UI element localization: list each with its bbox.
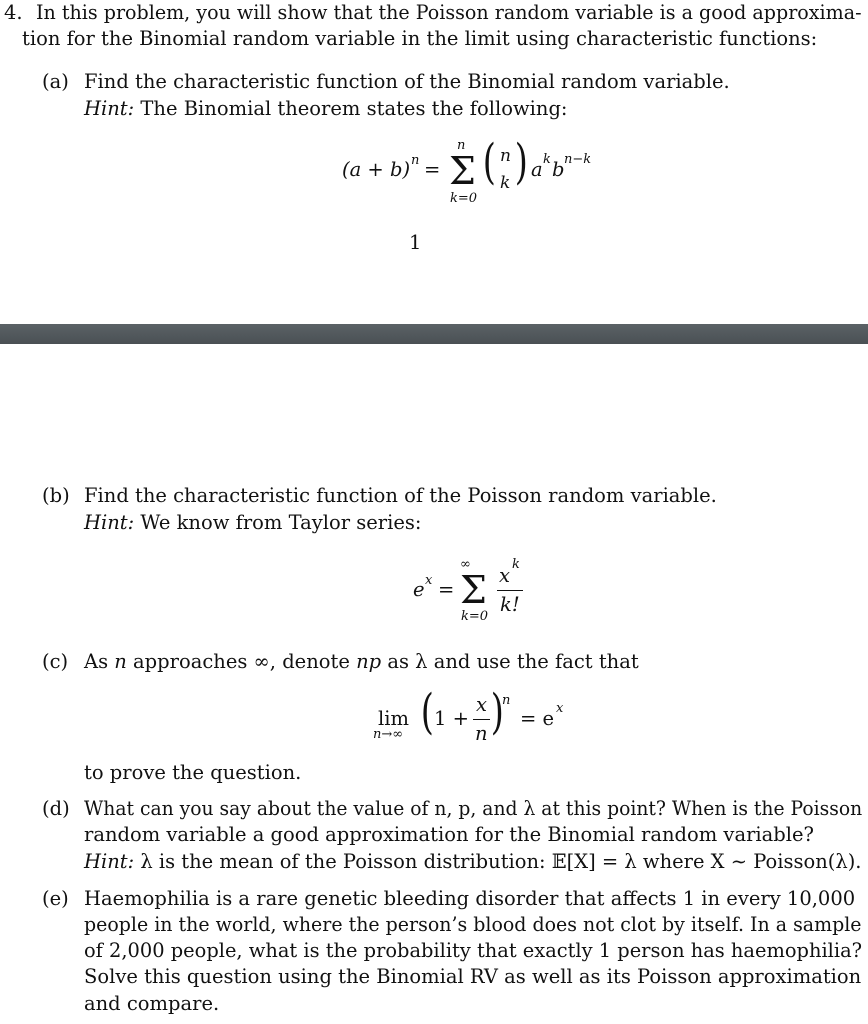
binomial-rhs-exp-nk: n−k: [564, 152, 592, 167]
limit-one-plus: 1 +: [434, 707, 469, 730]
part-c-text-pre: As: [84, 650, 115, 673]
part-d-hint-text: λ is the mean of the Poisson distribution: 𝔼[X] = λ where X ∼ Poisson(λ).: [134, 850, 862, 873]
taylor-denominator: k!: [500, 593, 520, 616]
limit-numerator: x: [476, 693, 487, 716]
taylor-sum-upper: ∞: [460, 557, 471, 572]
problem-intro-line1: In this problem, you will show that the Poisson random variable is a good approxima-: [36, 1, 862, 24]
part-a-text: Find the characteristic function of the Binomial random variable.: [84, 70, 730, 93]
part-c-np: np: [356, 650, 382, 673]
taylor-lhs-exponent: x: [425, 573, 433, 588]
part-c-after: to prove the question.: [84, 761, 302, 784]
binomial-lhs: (a + b): [342, 158, 411, 181]
taylor-numerator-exp: k: [512, 557, 520, 572]
part-c-text-mid: approaches ∞, denote: [126, 650, 357, 673]
binomial-lhs-exponent: n: [411, 153, 420, 168]
limit-rhs-exponent: x: [556, 701, 564, 716]
limit-left-paren: (: [420, 684, 434, 740]
binomial-equals: =: [424, 158, 441, 181]
part-d-line1: What can you say about the value of n, p, and λ at this point? When is the Poisson: [84, 797, 863, 820]
part-b-text: Find the characteristic function of the Poisson random variable.: [84, 484, 717, 507]
taylor-sigma-icon: Σ: [460, 568, 487, 612]
part-e-line2: people in the world, where the person’s blood does not clot by itself. In a sample: [84, 913, 862, 936]
binomial-rhs-a: a: [531, 158, 543, 181]
taylor-sum-lower: k=0: [461, 609, 489, 624]
part-d-label: (d): [42, 797, 70, 820]
part-a-label: (a): [42, 70, 69, 93]
part-d-hint: [84, 849, 861, 875]
problem-number: 4.: [4, 1, 23, 24]
binomial-coef-top: n: [500, 146, 511, 166]
binomial-right-paren: ): [514, 134, 528, 190]
limit-subscript: n→∞: [373, 727, 404, 742]
part-e-line1: Haemophilia is a rare genetic bleeding disorder that affects 1 in every 10,000: [84, 887, 856, 910]
binomial-sum-upper: n: [457, 138, 466, 153]
part-a-hint-text: The Binomial theorem states the following:: [134, 97, 568, 120]
binomial-left-paren: (: [482, 134, 496, 190]
limit-denominator: n: [475, 722, 488, 745]
part-a-hint-label: Hint:: [84, 97, 135, 120]
part-e-label: (e): [42, 887, 69, 910]
limit-exponent: n: [502, 693, 511, 708]
part-b-hint-text: We know from Taylor series:: [134, 511, 422, 534]
limit-right-paren: ): [490, 684, 504, 740]
binomial-sigma-icon: Σ: [449, 149, 476, 193]
limit-lim: lim: [378, 707, 409, 730]
part-d-hint-label: Hint:: [84, 850, 135, 873]
binomial-coef-bottom: k: [500, 173, 511, 193]
part-e-line3: of 2,000 people, what is the probability that exactly 1 person has haemophilia?: [84, 939, 863, 962]
page-number: 1: [409, 231, 422, 254]
part-b-label: (b): [42, 484, 70, 507]
part-e-line5: and compare.: [84, 992, 220, 1015]
binomial-rhs-exp-k: k: [543, 152, 551, 167]
part-c-label: (c): [42, 650, 69, 673]
taylor-numerator: x: [499, 564, 510, 587]
taylor-lhs: e: [413, 578, 425, 601]
limit-rhs: = e: [520, 707, 555, 730]
part-e-line4: Solve this question using the Binomial RV as well as its Poisson approximation: [84, 965, 862, 988]
taylor-equals: =: [438, 578, 455, 601]
part-c-text-mid2: as λ and use the fact that: [381, 650, 639, 673]
binomial-rhs-b: b: [552, 158, 565, 181]
part-c-n: n: [114, 650, 127, 673]
part-b-hint-label: Hint:: [84, 511, 135, 534]
problem-intro-line2: tion for the Binomial random variable in the limit using characteristic functions:: [22, 27, 818, 50]
binomial-sum-lower: k=0: [450, 191, 478, 206]
part-d-line2: random variable a good approximation for the Binomial random variable?: [84, 823, 814, 846]
